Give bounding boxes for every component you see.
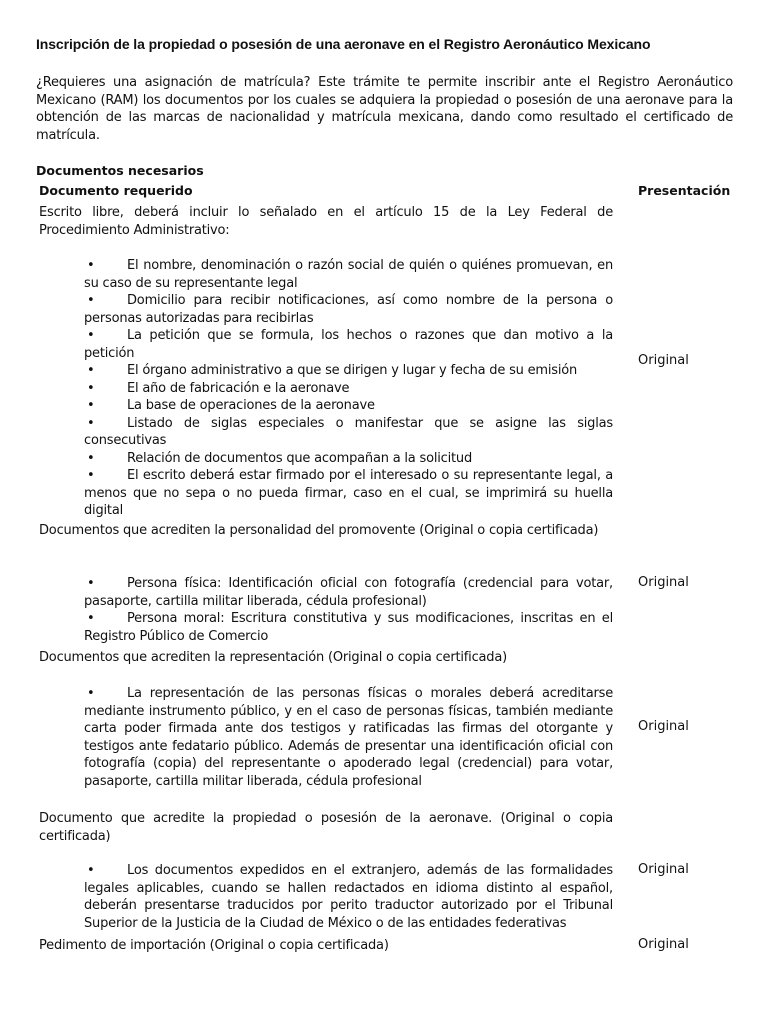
- presentation-value: Original: [638, 719, 689, 734]
- page-title: Inscripción de la propiedad o posesión de una aeronave en el Registro Aeronáutico Mexicano: [36, 36, 651, 52]
- bullet-item: • El escrito deberá estar firmado por el interesado o su representante legal, a menos que no sepa o no pueda firmar, caso en el cual, se imprimirá su huella digital: [84, 468, 613, 518]
- bullet-icon: •: [87, 328, 95, 343]
- bullet-item: • El órgano administrativo a que se dirigen y lugar y fecha de su emisión: [84, 362, 613, 380]
- bullet-list: [84, 257, 613, 520]
- row-description: Pedimento de importación (Original o copia certificada): [39, 938, 389, 953]
- bullet-icon: •: [87, 468, 95, 483]
- bullet-item: • Persona física: Identificación oficial con fotografía (credencial para votar, pasaporte, cartilla militar liberada, cédula profesional): [84, 576, 613, 609]
- bullet-icon: •: [87, 686, 95, 701]
- bullet-item: • Listado de siglas especiales o manifestar que se asigne las siglas consecutivas: [84, 415, 613, 448]
- presentation-value: Original: [638, 353, 689, 368]
- bullet-icon: •: [87, 450, 95, 466]
- bullet-icon: •: [87, 415, 95, 431]
- column-header-presentation: Presentación: [638, 183, 731, 198]
- column-header-document: Documento requerido: [39, 183, 193, 198]
- row-description: Documentos que acrediten la personalidad del promovente (Original o copia certificada): [39, 523, 599, 538]
- bullet-list: [84, 862, 613, 932]
- bullet-list: [84, 685, 613, 790]
- bullet-item: • El año de fabricación e la aeronave: [84, 380, 613, 398]
- bullet-item: • Los documentos expedidos en el extranjero, además de las formalidades legales aplicables, cuando se hallen redactados en idioma distinto al español, deberán presentarse traducidos por perito traductor autorizado por el Tribunal Superior de la Justicia de la Ciudad de México o de las entidades federativas: [84, 863, 613, 931]
- bullet-item: • Persona moral: Escritura constitutiva y sus modificaciones, inscritas en el Registro Público de Comercio: [84, 611, 613, 644]
- bullet-icon: •: [87, 363, 95, 378]
- section-title: Documentos necesarios: [36, 163, 204, 178]
- bullet-icon: •: [87, 398, 95, 413]
- bullet-item: • La representación de las personas físicas o morales deberá acreditarse mediante instrumento público, y en el caso de personas físicas, también mediante carta poder firmada ante dos testigos y ratificadas las firmas del otorgante y testigos ante fedatario público. Además de presentar una identificación oficial con fotografía (copia) del representante o apoderado legal (credencial) para votar, pasaporte, cartilla militar liberada, cédula profesional: [84, 686, 613, 789]
- bullet-item: • Domicilio para recibir notificaciones, así como nombre de la persona o personas autorizadas para recibirlas: [84, 293, 613, 326]
- bullet-item: • El nombre, denominación o razón social de quién o quiénes promuevan, en su caso de su representante legal: [84, 258, 613, 291]
- bullet-icon: •: [87, 611, 95, 626]
- bullet-list: [84, 575, 613, 645]
- presentation-value: Original: [638, 862, 689, 877]
- bullet-item: • Relación de documentos que acompañan a la solicitud: [84, 450, 613, 468]
- row-description: Documentos que acrediten la representación (Original o copia certificada): [39, 650, 507, 665]
- bullet-icon: •: [87, 576, 95, 591]
- bullet-icon: •: [87, 258, 95, 273]
- presentation-value: Original: [638, 937, 689, 952]
- bullet-icon: •: [87, 380, 95, 396]
- bullet-item: • La petición que se formula, los hechos o razones que dan motivo a la petición: [84, 328, 613, 361]
- presentation-value: Original: [638, 575, 689, 590]
- row-description: Escrito libre, deberá incluir lo señalado en el artículo 15 de la Ley Federal de Procedimiento Administrativo:: [39, 205, 613, 238]
- intro-paragraph: ¿Requieres una asignación de matrícula? Este trámite te permite inscribir ante el Registro Aeronáutico Mexicano (RAM) los documentos por los cuales se adquiera la propiedad o posesión de una aeronave para la obtención de las marcas de nacionalidad y matrícula mexicana, dando como resultado el certificado de matrícula.: [36, 75, 733, 143]
- bullet-icon: •: [87, 293, 95, 308]
- bullet-item: • La base de operaciones de la aeronave: [84, 397, 613, 415]
- row-description: Documento que acredite la propiedad o posesión de la aeronave. (Original o copia certificada): [39, 811, 613, 844]
- bullet-icon: •: [87, 863, 95, 878]
